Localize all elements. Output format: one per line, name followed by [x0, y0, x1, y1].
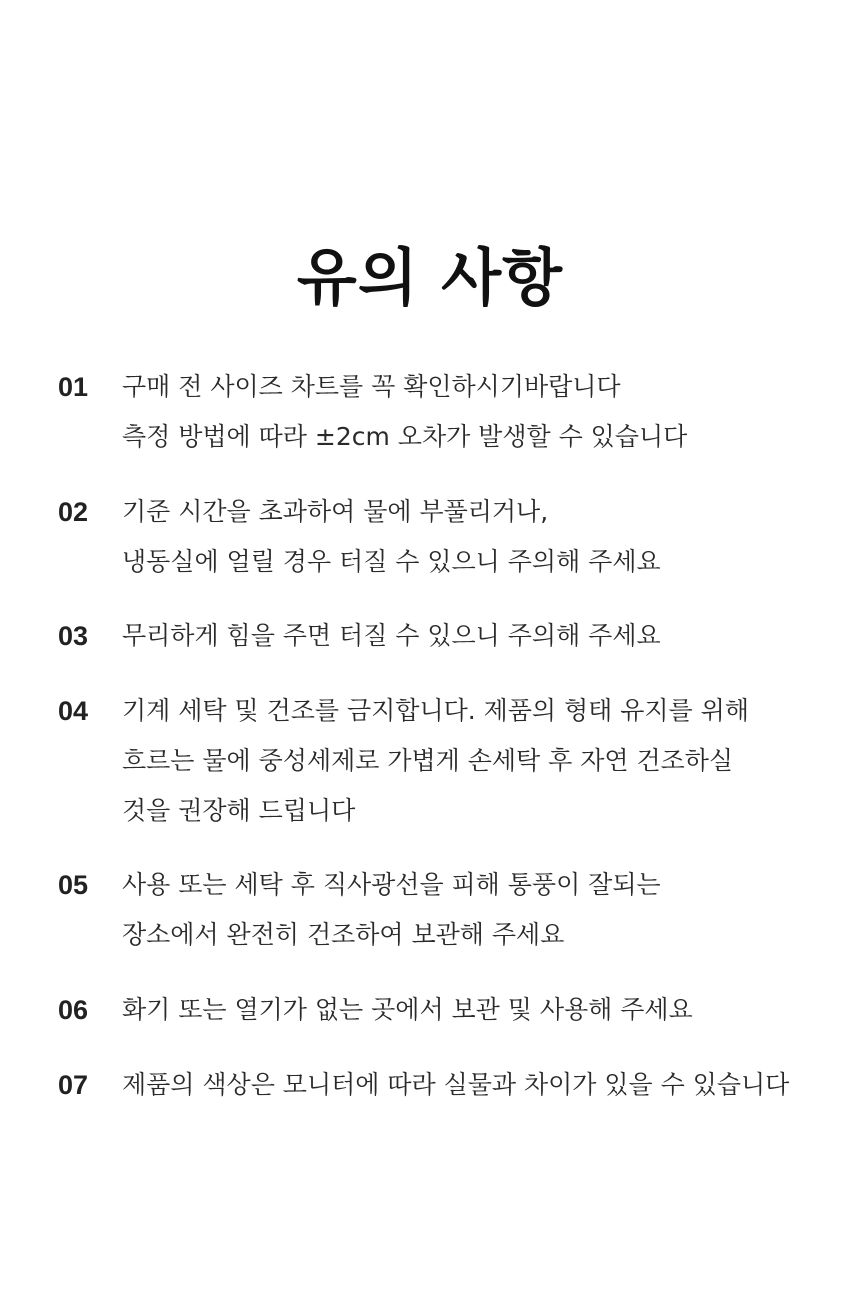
notice-line: 흐르는 물에 중성세제로 가볍게 손세탁 후 자연 건조하실	[122, 746, 734, 775]
notice-number: 04	[58, 696, 89, 726]
notice-item-04	[0, 686, 860, 836]
notice-text	[122, 611, 842, 661]
notice-item-05	[0, 860, 860, 960]
page-title: 유의 사항	[296, 240, 564, 314]
notice-line: 화기 또는 열기가 없는 곳에서 보관 및 사용해 주세요	[122, 995, 693, 1024]
notice-item-06	[0, 985, 860, 1035]
notice-item-02	[0, 487, 860, 587]
notice-line: 기계 세탁 및 건조를 금지합니다. 제품의 형태 유지를 위해	[122, 696, 749, 725]
notice-line: 측정 방법에 따라 ±2cm 오차가 발생할 수 있습니다	[122, 422, 688, 451]
notice-text	[122, 1060, 842, 1110]
notice-text	[122, 985, 842, 1035]
notice-item-03	[0, 611, 860, 661]
notice-text	[122, 686, 842, 836]
notice-number: 02	[58, 497, 89, 527]
notice-list	[0, 362, 860, 1110]
notice-number: 07	[58, 1070, 89, 1100]
notice-number: 05	[58, 870, 89, 900]
notice-text	[122, 487, 842, 587]
notice-line: 것을 권장해 드립니다	[122, 796, 356, 825]
notice-line: 구매 전 사이즈 차트를 꼭 확인하시기바랍니다	[122, 372, 621, 401]
notice-line: 사용 또는 세탁 후 직사광선을 피해 통풍이 잘되는	[122, 870, 661, 899]
notice-text	[122, 362, 842, 462]
notice-item-01	[0, 362, 860, 462]
notice-line: 기준 시간을 초과하여 물에 부풀리거나,	[122, 497, 549, 526]
notice-number: 06	[58, 995, 89, 1025]
notice-line: 장소에서 완전히 건조하여 보관해 주세요	[122, 920, 565, 949]
notice-number: 01	[58, 372, 89, 402]
notice-line: 제품의 색상은 모니터에 따라 실물과 차이가 있을 수 있습니다	[122, 1070, 790, 1099]
notice-item-07	[0, 1060, 860, 1110]
notice-text	[122, 860, 842, 960]
notice-line: 냉동실에 얼릴 경우 터질 수 있으니 주의해 주세요	[122, 547, 661, 576]
notice-number: 03	[58, 621, 89, 651]
notice-line: 무리하게 힘을 주면 터질 수 있으니 주의해 주세요	[122, 621, 661, 650]
